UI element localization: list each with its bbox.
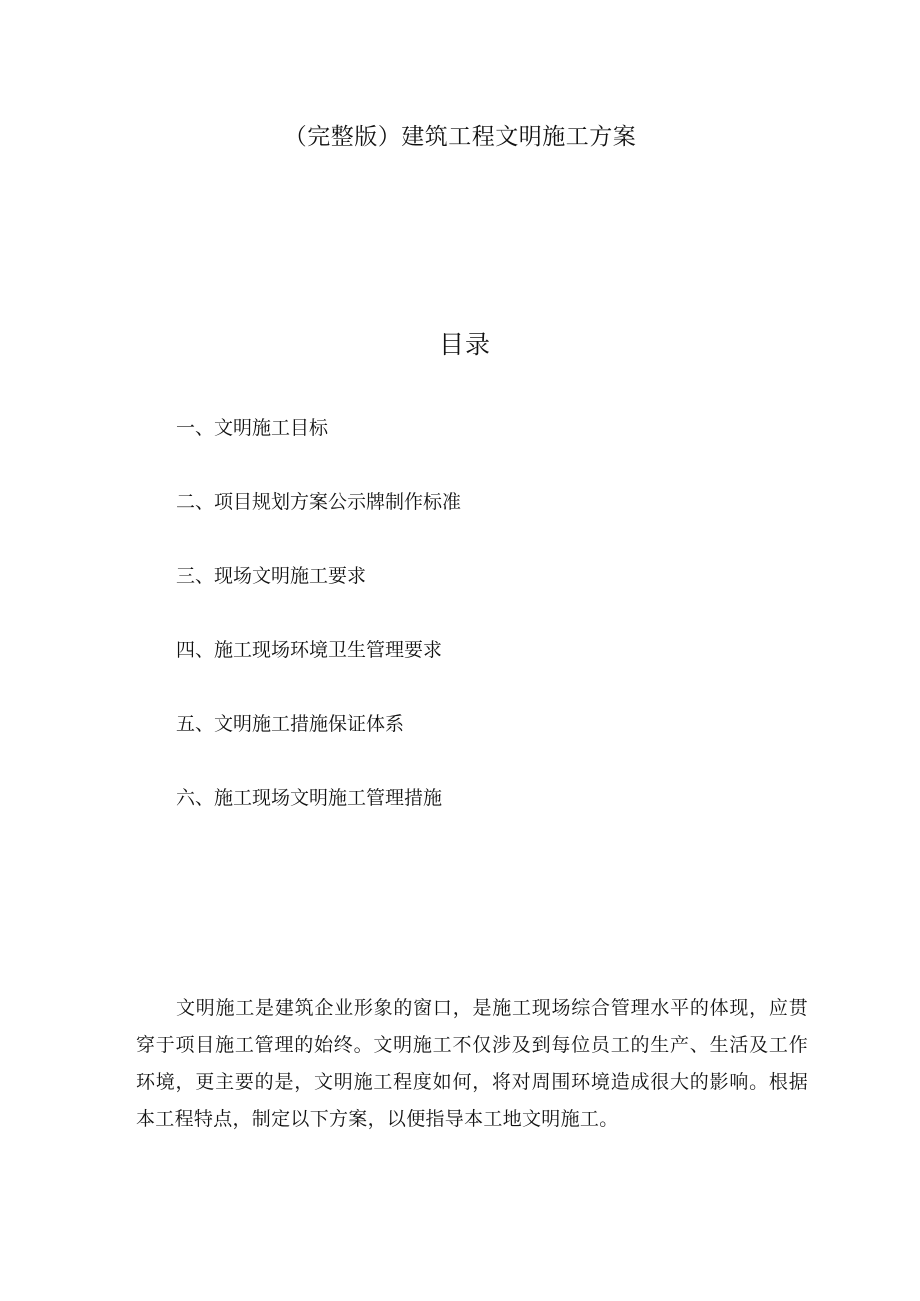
toc-item-2: 二、项目规划方案公示牌制作标准 (176, 491, 462, 513)
toc-item-6: 六、施工现场文明施工管理措施 (176, 787, 443, 809)
toc-item-3: 三、现场文明施工要求 (176, 565, 367, 587)
toc-heading: 目录 (438, 330, 491, 359)
intro-paragraph: 文明施工是建筑企业形象的窗口，是施工现场综合管理水平的体现，应贯穿于项目施工管理的始终。文明施工不仅涉及到每位员工的生产、生活及工作环境，更主要的是，文明施工程度如何，将对周围环境造成很大的影响。根据本工程特点，制定以下方案，以便指导本工地文明施工。 (136, 997, 808, 1130)
toc-item-1: 一、文明施工目标 (176, 417, 329, 439)
table-of-contents (176, 414, 461, 858)
document-title: （完整版）建筑工程文明施工方案 (283, 124, 637, 150)
toc-item-4: 四、施工现场环境卫生管理要求 (176, 639, 443, 661)
toc-item-5: 五、文明施工措施保证体系 (176, 713, 405, 735)
